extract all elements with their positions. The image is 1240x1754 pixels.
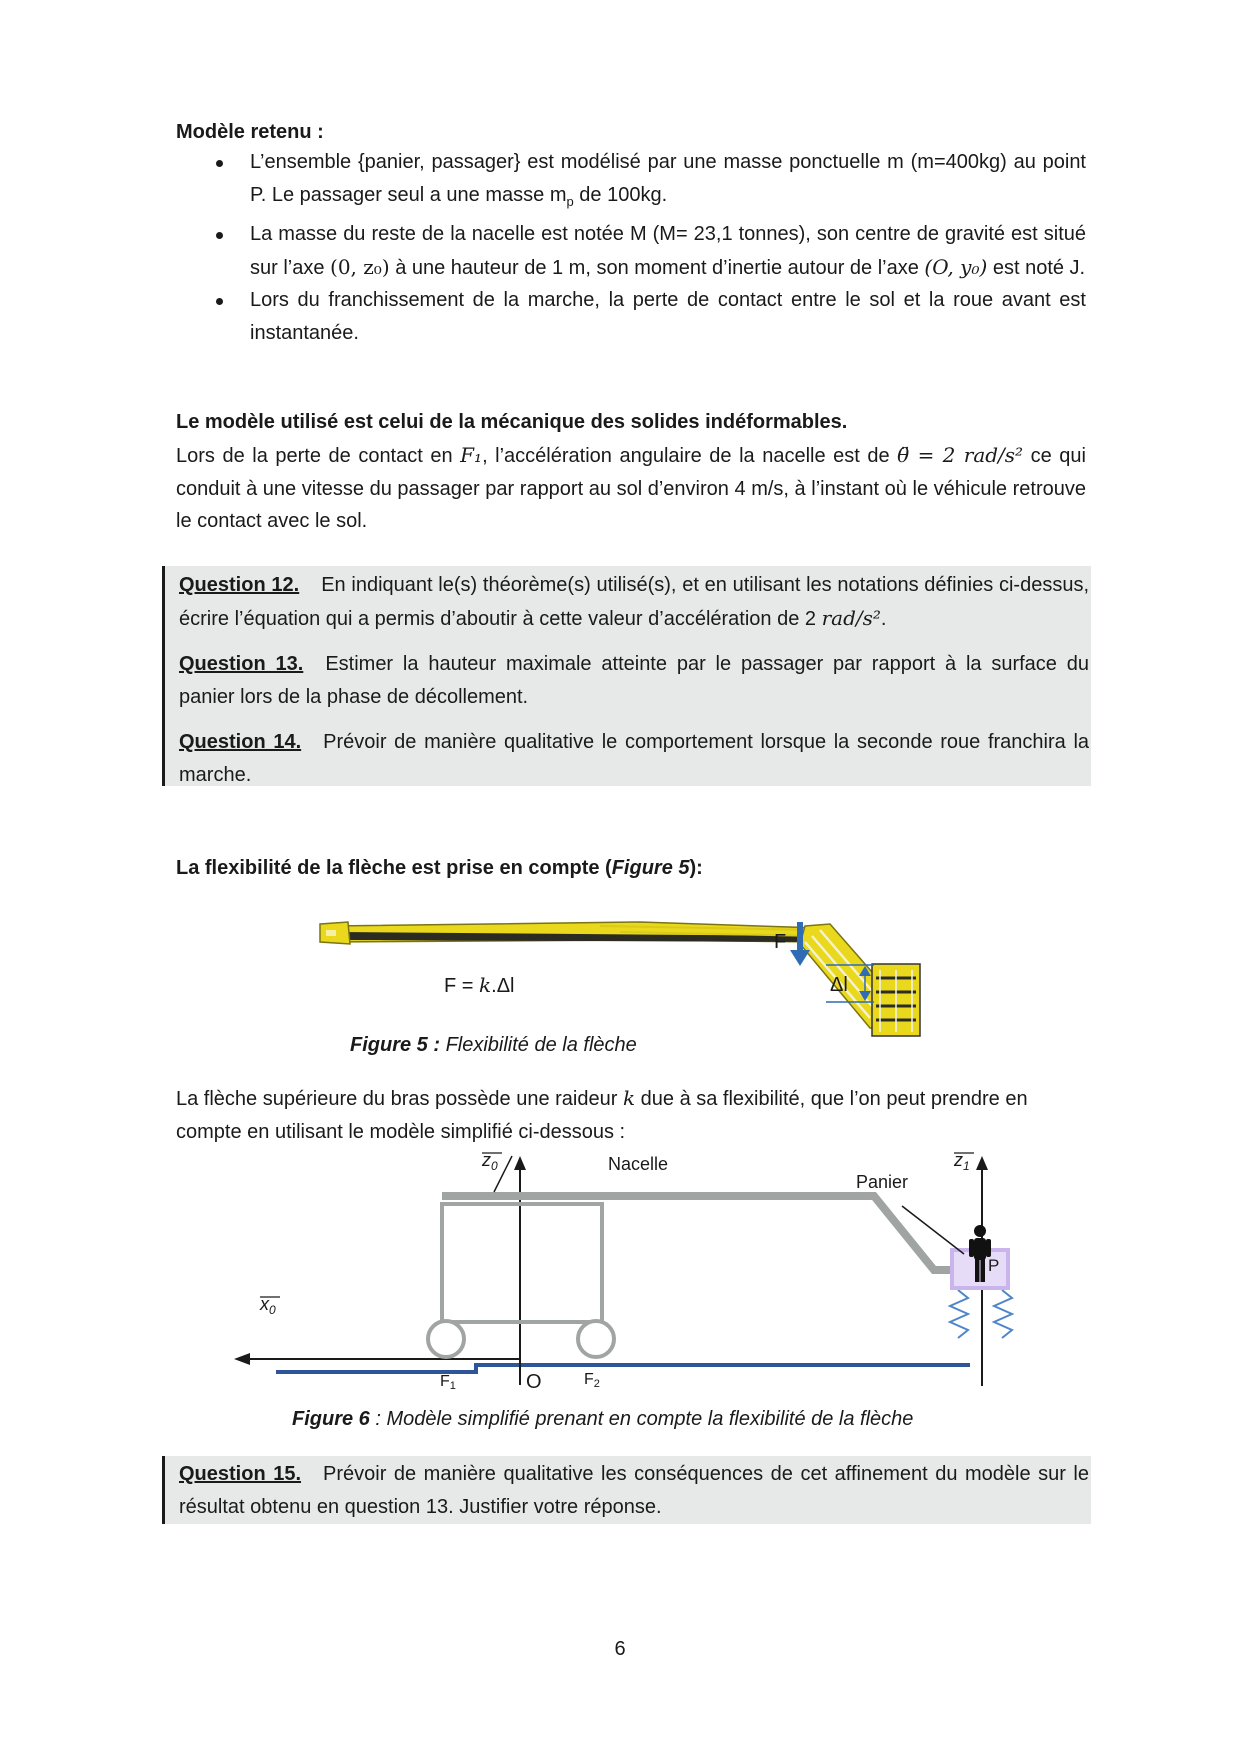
paragraph-stiffness [176,1082,1086,1148]
bullet-1-text-b: de 100kg. [573,183,668,206]
para2-text-b: due à sa flexibilité, que l’on peut prendre en compte en utilisant le modèle simplifié ci-dessous : [176,1088,1028,1143]
figure-5-boom-diagram [300,900,1000,1040]
svg-text:x0: $x_0$ [260,1294,276,1317]
bullet-contact-loss [176,284,1086,349]
x0-label [259,1294,280,1317]
delta-l-label: Δl [830,974,848,996]
axis-z0: (0, z₀) [330,254,390,279]
bullet-2-text-b: à une hauteur de 1 m, son moment d’inertie autour de l’axe [389,256,925,279]
para1-text-b: , l’accélération angulaire de la nacelle est de [482,445,898,467]
flex-heading [176,852,703,884]
svg-text:z0: $z_0$ [482,1150,498,1173]
flex-heading-b: ): [689,857,703,879]
question-12-unit: rad/s² [821,605,881,630]
question-12-end: . [880,607,887,630]
ground-line [276,1365,970,1372]
boom-line [442,1196,1010,1270]
solid-heading: Le modèle utilisé est celui de la mécanique des solides indéformables. [176,411,848,433]
x0-axis-arrow [234,1353,250,1365]
figure-6-caption-bold: Figure 6 [292,1408,370,1430]
panier-label: Panier [856,1172,909,1192]
figure-6-caption [292,1408,913,1431]
question-12-title: Question 12. [179,574,300,596]
front-wheel [578,1321,614,1357]
z0-label [481,1150,502,1173]
rear-wheel [428,1321,464,1357]
nacelle-body [442,1204,602,1322]
questions-box-12-14 [162,566,1091,786]
para2-k: k [622,1086,636,1110]
spring-right [994,1290,1012,1338]
para2-text-a: La flèche supérieure du bras possède une raideur [176,1088,623,1110]
force-label: F [774,931,787,953]
bullet-rest-mass [176,218,1086,284]
figure-5-caption [350,1034,637,1057]
para1-F1: F₁ [460,443,483,467]
axis-y0: (O, y₀) [924,254,988,279]
force-arrow-head [790,950,810,966]
svg-text:z1: $z_1$ [954,1150,970,1173]
question-13 [165,646,1091,713]
z0-axis-arrow [514,1156,526,1170]
question-14 [165,724,1091,791]
spring-left [950,1290,968,1338]
nacelle-label: Nacelle [608,1154,669,1174]
question-12-text: En indiquant le(s) théorème(s) utilisé(s), et en utilisant les notations définies ci-dessus, écrire l’équation qui a permis d’aboutir à cette valeur d’accélération de 2 [179,574,1089,630]
bullet-dot [216,232,223,239]
bullet-dot [216,160,223,167]
question-13-text: Estimer la hauteur maximale atteinte par le passager par rapport à la surface du panier lors de la phase de décollement. [179,653,1089,708]
figure-5-caption-bold: Figure 5 : [350,1034,441,1056]
figure-6-simplified-model [220,1150,1040,1400]
bullet-1-text-a: L’ensemble {panier, passager} est modélisé par une masse ponctuelle m (m=400kg) au point P. Le passager seul a une masse m [250,151,1086,206]
model-heading: Modèle retenu : [176,121,324,143]
question-12 [165,566,1091,635]
para1-formula: θ̈ = 2 rad/s² [897,443,1024,467]
question-15-title: Question 15. [179,1463,302,1485]
bullet-1-sub: p [566,193,574,209]
stiffness-formula: F = k.Δl [444,973,515,997]
flex-heading-a: La flexibilité de la flèche est prise en compte ( [176,857,612,879]
F2-label: F2 [584,1371,600,1390]
flex-heading-figure-ref: Figure 5 [611,857,690,879]
origin-O-label: O [526,1371,542,1393]
question-box-15 [162,1456,1091,1524]
question-14-text: Prévoir de manière qualitative le comportement lorsque la seconde roue franchira la marche. [179,731,1090,786]
question-14-title: Question 14. [179,731,302,753]
para1-text-c: ce qui conduit à une vitesse du passager par rapport au sol d’environ 4 m/s, à l’instant où le véhicule retrouve le contact avec le sol. [176,445,1086,532]
bullet-2-text-a: La masse du reste de la nacelle est notée M (M= 23,1 tonnes), son centre de gravité est situé sur l’axe [250,223,1086,279]
para1-text-a: Lors de la perte de contact en [176,445,461,467]
page-number: 6 [614,1638,626,1660]
z1-axis-arrow [976,1156,988,1170]
bullet-3-text: Lors du franchissement de la marche, la perte de contact entre le sol et la roue avant est instantanée. [250,289,1086,344]
paragraph-acceleration [176,439,1086,538]
model-bullets [176,146,1086,349]
F1-label: F1 [440,1373,456,1392]
question-15 [165,1456,1091,1523]
bullet-2-text-c: est noté J. [987,256,1086,279]
point-P-label: P [988,1256,1000,1275]
z1-label [953,1150,974,1173]
bullet-dot [216,298,223,305]
question-15-text: Prévoir de manière qualitative les conséquences de cet affinement du modèle sur le résultat obtenu en question 13. Justifier votre réponse. [179,1463,1089,1518]
figure-5-caption-text: Flexibilité de la flèche [440,1034,637,1056]
bullet-mass-point [176,146,1086,218]
question-13-title: Question 13. [179,653,304,675]
figure-6-caption-text: : Modèle simplifié prenant en compte la flexibilité de la flèche [369,1408,914,1430]
